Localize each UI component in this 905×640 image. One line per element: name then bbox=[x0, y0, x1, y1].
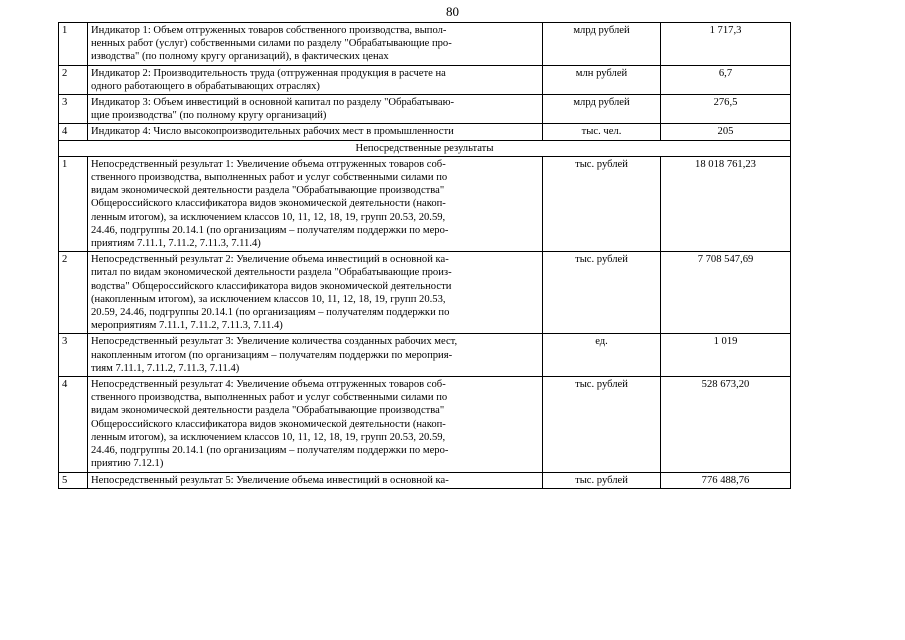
description-line: Индикатор 4: Число высокопроизводительных рабочих мест в промышленности bbox=[91, 126, 454, 138]
description-line: Индикатор 1: Объем отгруженных товаров собственного производства, выпол- bbox=[91, 25, 447, 36]
description-line: ленным итогом), за исключением классов 10, 11, 12, 18, 19, групп 20.53, 20.59, bbox=[91, 431, 446, 443]
indicator-row bbox=[59, 124, 791, 140]
description-line: изводства" (по полному кругу организаций), в фактических ценах bbox=[91, 51, 389, 63]
row-value: 1 717,3 bbox=[661, 23, 791, 66]
description-line: Непосредственный результат 3: Увеличение количества созданных рабочих мест, bbox=[91, 336, 458, 348]
description-line: одного работающего в обрабатывающих отраслях) bbox=[91, 80, 320, 92]
result-row bbox=[59, 472, 791, 488]
description-line: ственного производства, выполненных работ и услуг собственными силами по bbox=[91, 392, 448, 404]
row-unit: млрд рублей bbox=[543, 23, 661, 66]
row-unit: тыс. рублей bbox=[543, 472, 661, 488]
row-unit: млн рублей bbox=[543, 65, 661, 94]
description-line: 24.46, подгруппы 20.14.1 (по организациям – получателям поддержки по меро- bbox=[91, 224, 449, 236]
description-line: Индикатор 2: Производительность труда (отгруженная продукция в расчете на bbox=[91, 67, 446, 79]
row-description bbox=[88, 377, 543, 472]
description-line: (накопленным итогом), за исключением классов 10, 11, 12, 18, 19, групп 20.53, bbox=[91, 293, 446, 305]
description-line: Индикатор 3: Объем инвестиций в основной капитал по разделу "Обрабатываю- bbox=[91, 97, 455, 109]
indicators-table-body bbox=[59, 23, 791, 489]
row-description bbox=[88, 472, 543, 488]
row-description bbox=[88, 95, 543, 124]
description-line: 24.46, подгруппы 20.14.1 (по организациям – получателям поддержки по меро- bbox=[91, 445, 449, 457]
row-description bbox=[88, 124, 543, 140]
row-number: 1 bbox=[59, 23, 88, 66]
indicator-row bbox=[59, 65, 791, 94]
result-row bbox=[59, 377, 791, 472]
description-line: Непосредственный результат 1: Увеличение объема отгруженных товаров соб- bbox=[91, 158, 446, 170]
row-number: 4 bbox=[59, 377, 88, 472]
description-line: Непосредственный результат 4: Увеличение объема отгруженных товаров соб- bbox=[91, 379, 446, 391]
description-line: Непосредственный результат 5: Увеличение объема инвестиций в основной ка- bbox=[91, 474, 449, 486]
row-number: 2 bbox=[59, 252, 88, 334]
row-number: 1 bbox=[59, 156, 88, 251]
description-line: Общероссийского классификатора видов экономической деятельности (накоп- bbox=[91, 418, 446, 430]
description-line: приятиям 7.11.1, 7.11.2, 7.11.3, 7.11.4) bbox=[91, 238, 261, 250]
row-value: 18 018 761,23 bbox=[661, 156, 791, 251]
description-line: приятию 7.12.1) bbox=[91, 458, 164, 470]
row-description bbox=[88, 23, 543, 66]
row-value: 7 708 547,69 bbox=[661, 252, 791, 334]
description-line: 20.59, 24.46, подгруппы 20.14.1 (по организациям – получателям поддержки по bbox=[91, 307, 450, 319]
result-row bbox=[59, 156, 791, 251]
row-value: 528 673,20 bbox=[661, 377, 791, 472]
row-value: 776 488,76 bbox=[661, 472, 791, 488]
row-description bbox=[88, 252, 543, 334]
description-line: водства" Общероссийского классификатора видов экономической деятельности bbox=[91, 280, 452, 292]
page-number: 80 bbox=[446, 4, 459, 19]
description-line: щие производства" (по полному кругу организаций) bbox=[91, 110, 327, 122]
section-header-row bbox=[59, 140, 791, 156]
indicators-table bbox=[58, 22, 791, 489]
row-unit: тыс. рублей bbox=[543, 156, 661, 251]
result-row bbox=[59, 334, 791, 377]
row-value: 205 bbox=[661, 124, 791, 140]
row-description bbox=[88, 65, 543, 94]
description-line: мероприятиям 7.11.1, 7.11.2, 7.11.3, 7.11.4) bbox=[91, 320, 283, 332]
row-unit: тыс. рублей bbox=[543, 252, 661, 334]
description-line: видам экономической деятельности раздела "Обрабатывающие производства" bbox=[91, 185, 445, 197]
description-line: Непосредственный результат 2: Увеличение объема инвестиций в основной ка- bbox=[91, 254, 449, 266]
row-unit: тыс. чел. bbox=[543, 124, 661, 140]
indicator-row bbox=[59, 23, 791, 66]
description-line: питал по видам экономической деятельности раздела "Обрабатывающие произ- bbox=[91, 267, 452, 279]
row-value: 1 019 bbox=[661, 334, 791, 377]
row-number: 3 bbox=[59, 95, 88, 124]
row-number: 3 bbox=[59, 334, 88, 377]
description-line: видам экономической деятельности раздела "Обрабатывающие производства" bbox=[91, 405, 445, 417]
row-number: 2 bbox=[59, 65, 88, 94]
indicator-row bbox=[59, 95, 791, 124]
row-unit: ед. bbox=[543, 334, 661, 377]
description-line: ленным итогом), за исключением классов 10, 11, 12, 18, 19, групп 20.53, 20.59, bbox=[91, 211, 446, 223]
description-line: накопленным итогом (по организациям – получателям поддержки по мероприя- bbox=[91, 349, 453, 361]
description-line: ненных работ (услуг) собственными силами по разделу "Обрабатывающие про- bbox=[91, 38, 452, 50]
row-description bbox=[88, 156, 543, 251]
row-value: 276,5 bbox=[661, 95, 791, 124]
row-unit: тыс. рублей bbox=[543, 377, 661, 472]
description-line: Общероссийского классификатора видов экономической деятельности (накоп- bbox=[91, 198, 446, 210]
description-line: ственного производства, выполненных работ и услуг собственными силами по bbox=[91, 172, 448, 184]
section-header: Непосредственные результаты bbox=[59, 140, 791, 156]
row-unit: млрд рублей bbox=[543, 95, 661, 124]
row-number: 4 bbox=[59, 124, 88, 140]
row-number: 5 bbox=[59, 472, 88, 488]
description-line: тиям 7.11.1, 7.11.2, 7.11.3, 7.11.4) bbox=[91, 362, 240, 374]
result-row bbox=[59, 252, 791, 334]
row-value: 6,7 bbox=[661, 65, 791, 94]
row-description bbox=[88, 334, 543, 377]
